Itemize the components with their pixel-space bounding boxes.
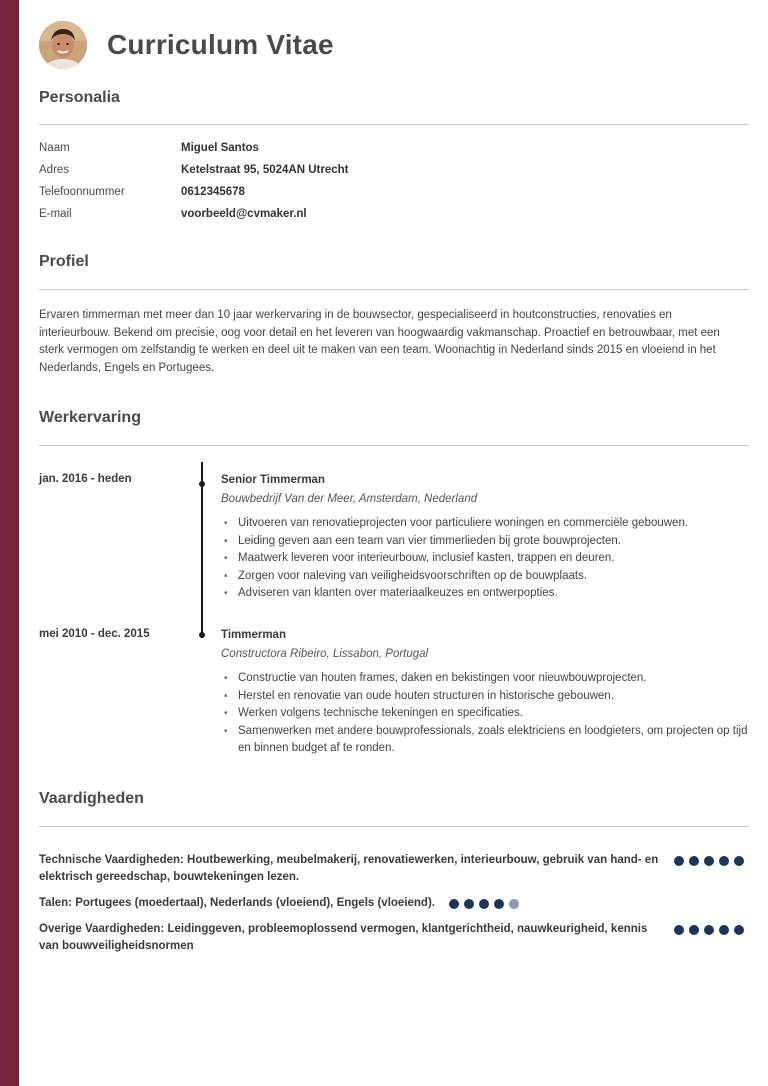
section-title-skills: Vaardigheden — [39, 790, 144, 807]
section-title-profile: Profiel — [39, 253, 89, 270]
skill-level-dots — [674, 856, 744, 866]
list-item: • Maatwerk leveren voor interieurbouw, inclusief kasten, trappen en deuren. — [221, 550, 749, 568]
divider — [39, 826, 749, 827]
cv-header — [39, 20, 334, 70]
skill-dot-filled — [674, 856, 684, 866]
job-duties — [221, 670, 749, 758]
personal-label: E-mail — [39, 208, 72, 220]
list-item: • Samenwerken met andere bouwprofessionals, zoals elektriciens en loodgieters, om projecten op tijd en binnen budget af te ronden. — [221, 723, 749, 758]
skill-dot-filled — [494, 899, 504, 909]
page-title: Curriculum Vitae — [107, 29, 334, 60]
skill-text: Overige Vaardigheden: Leidinggeven, probleemoplossend vermogen, klantgerichtheid, nauwkeurigheid, kennis van bouwveiligheidsnormen — [39, 923, 648, 952]
skill-dot-filled — [734, 856, 744, 866]
skill-dot-filled — [734, 925, 744, 935]
personal-value: Miguel Santos — [181, 142, 259, 154]
list-item: • Constructie van houten frames, daken en bekistingen voor nieuwbouwprojecten. — [221, 670, 749, 688]
list-item: • Herstel en renovatie van oude houten structuren in historische gebouwen. — [221, 688, 749, 706]
skill-dot-empty — [509, 899, 519, 909]
list-item: • Adviseren van klanten over materiaalkeuzes en ontwerpopties. — [221, 585, 749, 603]
skill-dot-filled — [674, 925, 684, 935]
personal-row-phone — [39, 186, 245, 202]
divider — [39, 445, 749, 446]
job-title: Senior Timmerman — [221, 474, 325, 486]
personal-value: 0612345678 — [181, 186, 245, 198]
avatar — [39, 21, 87, 69]
job-title: Timmerman — [221, 629, 286, 641]
section-title-personal: Personalia — [39, 89, 120, 106]
list-item: • Uitvoeren van renovatieprojecten voor particuliere woningen en commerciële gebouwen. — [221, 515, 749, 533]
skill-row-technical — [39, 852, 659, 886]
skill-level-dots — [449, 899, 519, 909]
divider — [39, 124, 749, 125]
skill-text: Technische Vaardigheden: Houtbewerking, meubelmakerij, renovatiewerken, interieurbouw, gebruik van hand- en elektrisch gereedschap, bouwtekeningen lezen. — [39, 854, 659, 883]
personal-label: Telefoonnummer — [39, 186, 125, 198]
avatar-photo-icon — [39, 21, 87, 69]
skill-dot-filled — [689, 856, 699, 866]
job-duties — [221, 515, 749, 603]
job-date: mei 2010 - dec. 2015 — [39, 628, 150, 640]
skill-dot-filled — [704, 925, 714, 935]
timeline-line — [201, 462, 203, 635]
personal-row-address — [39, 164, 348, 180]
skill-dot-filled — [479, 899, 489, 909]
timeline-dot — [199, 632, 205, 638]
personal-label: Naam — [39, 142, 70, 154]
skill-level-dots — [674, 925, 744, 935]
personal-label: Adres — [39, 164, 70, 176]
skill-dot-filled — [449, 899, 459, 909]
list-item: • Zorgen voor naleving van veiligheidsvoorschriften op de bouwplaats. — [221, 568, 749, 586]
personal-row-email — [39, 208, 307, 224]
job-company: Bouwbedrijf Van der Meer, Amsterdam, Nederland — [221, 493, 478, 505]
timeline-dot — [199, 481, 205, 487]
profile-text: Ervaren timmerman met meer dan 10 jaar werkervaring in de bouwsector, gespecialiseerd in houtconstructies, renovaties en interieurbouw. Bekend om precisie, oog voor detail en het leveren van hoogwaardig vakmanschap. Proactief en betrouwbaar, met een sterk vermogen om zelfstandig te werken en deel uit te maken van een team. Woonachtig in Nederland sinds 2015 en vloeiend in het Nederlands, Engels en Portugees. — [39, 309, 720, 374]
skill-dot-filled — [704, 856, 714, 866]
list-item: • Werken volgens technische tekeningen en specificaties. — [221, 705, 749, 723]
list-item: • Leiding geven aan een team van vier timmerlieden bij grote bouwprojecten. — [221, 533, 749, 551]
personal-row-name — [39, 142, 259, 158]
skill-dot-filled — [689, 925, 699, 935]
skill-dot-filled — [719, 925, 729, 935]
personal-value: voorbeeld@cvmaker.nl — [181, 208, 307, 220]
section-title-experience: Werkervaring — [39, 409, 141, 426]
job-date: jan. 2016 - heden — [39, 473, 132, 485]
skill-dot-filled — [719, 856, 729, 866]
divider — [39, 289, 749, 290]
skill-text: Talen: Portugees (moedertaal), Nederlands (vloeiend), Engels (vloeiend). — [39, 897, 435, 909]
side-accent-bar — [0, 0, 19, 1086]
job-company: Constructora Ribeiro, Lissabon, Portugal — [221, 648, 429, 660]
personal-value: Ketelstraat 95, 5024AN Utrecht — [181, 164, 349, 176]
skill-row-languages — [39, 895, 435, 912]
skill-dot-filled — [464, 899, 474, 909]
skill-row-other — [39, 921, 659, 955]
